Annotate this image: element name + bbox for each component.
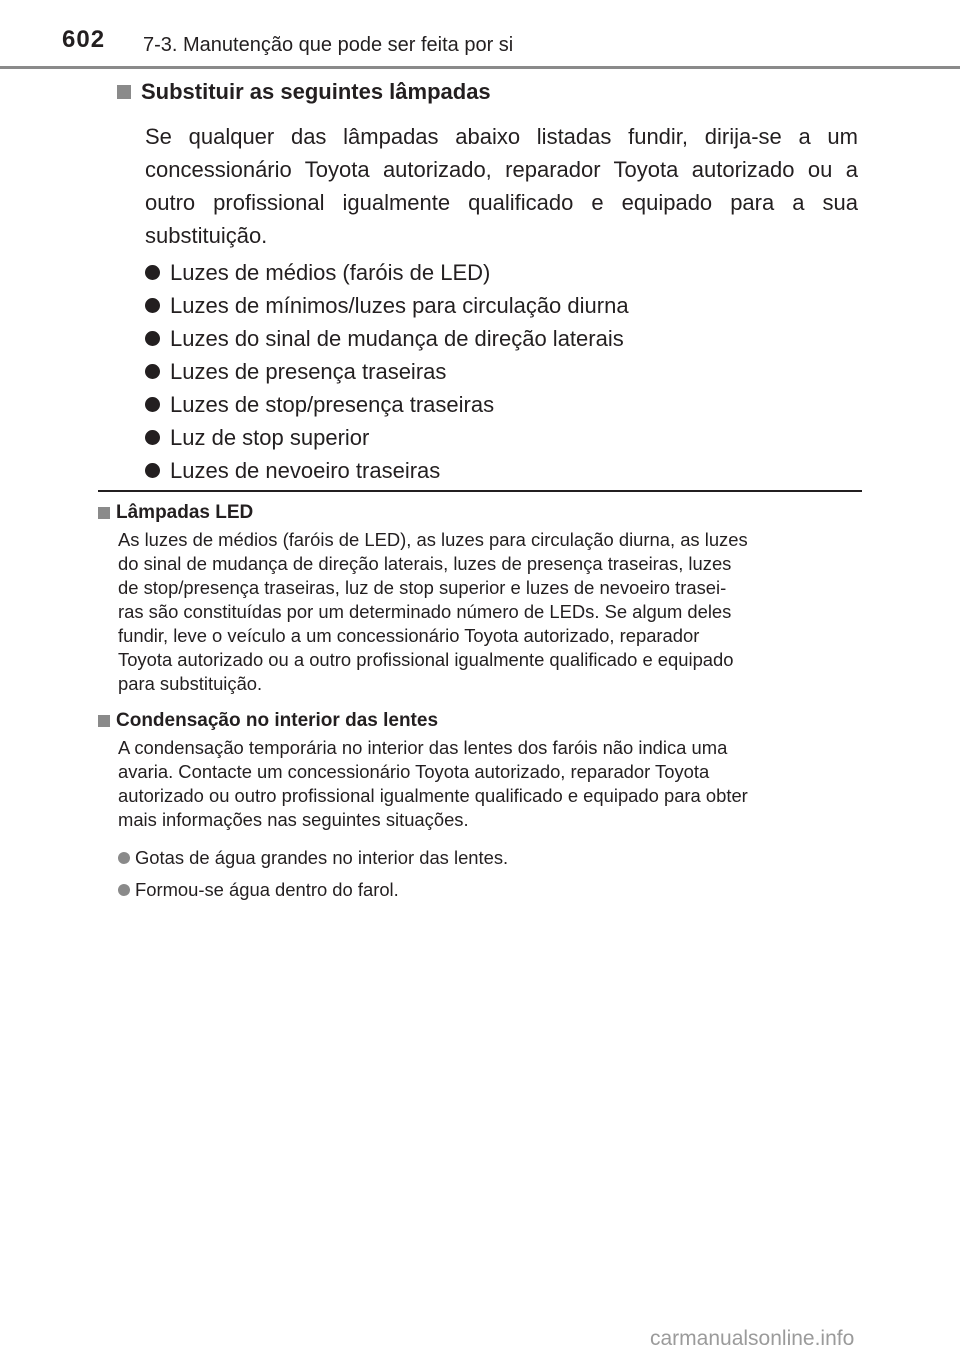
page-number: 602 (62, 26, 106, 53)
bullet-dot-icon (145, 298, 160, 313)
list-item-text: Gotas de água grandes no interior das lentes. (135, 847, 509, 868)
section-title: 7-3. Manutenção que pode ser feita por si (143, 34, 514, 56)
bullet-dot-icon (145, 463, 160, 478)
list-item (145, 454, 858, 487)
note-line: fundir, leve o veículo a um concessionário Toyota autorizado, reparador (118, 625, 700, 646)
bullet-dot-icon (118, 884, 130, 896)
note-line: ras são constituídas por um determinado número de LEDs. Se algum deles (118, 601, 732, 622)
paragraph-line: Se qualquer das lâmpadas abaixo listadas fundir, dirija-se a um (145, 124, 858, 149)
list-item-text: Luzes de presença traseiras (170, 359, 447, 384)
bullet-dot-icon (118, 852, 130, 864)
note-paragraph (118, 528, 858, 696)
square-bullet-icon (98, 507, 110, 519)
list-item (145, 355, 858, 388)
note-line: de stop/presença traseiras, luz de stop superior e luzes de nevoeiro trasei- (118, 577, 727, 598)
note-line: autorizado ou outro profissional igualmente qualificado e equipado para obter (118, 785, 748, 806)
bullet-dot-icon (145, 331, 160, 346)
list-item-text: Luzes de nevoeiro traseiras (170, 458, 441, 483)
note-line: avaria. Contacte um concessionário Toyota autorizado, reparador Toyota (118, 761, 710, 782)
note-line: A condensação temporária no interior das lentes dos faróis não indica uma (118, 737, 728, 758)
list-item (118, 842, 858, 874)
main-section (120, 76, 858, 487)
square-bullet-icon (98, 715, 110, 727)
paragraph-line: substituição. (145, 223, 268, 248)
note-heading (98, 500, 858, 526)
list-item (118, 874, 858, 906)
note-line: para substituição. (118, 673, 263, 694)
notes-section (98, 500, 858, 918)
paragraph-line: a outro profissional igualmente qualificado e equipado para a sua (145, 157, 858, 215)
list-item (145, 256, 858, 289)
list-item-text: Luzes de stop/presença traseiras (170, 392, 495, 417)
heading-text: Substituir as seguintes lâmpadas (141, 79, 491, 104)
situation-list (118, 842, 858, 906)
list-item-text: Luz de stop superior (170, 425, 370, 450)
note-line: mais informações nas seguintes situações. (118, 809, 469, 830)
watermark: carmanualsonline.info (650, 1327, 855, 1350)
note-title: Condensação no interior das lentes (116, 710, 439, 731)
bullet-dot-icon (145, 265, 160, 280)
square-bullet-icon (117, 85, 131, 99)
list-item (145, 388, 858, 421)
list-item (145, 322, 858, 355)
list-item-text: Luzes do sinal de mudança de direção laterais (170, 326, 624, 351)
paragraph-line: concessionário Toyota autorizado, reparador Toyota autorizado ou (145, 157, 833, 182)
note-led (98, 500, 858, 696)
section-heading (117, 76, 858, 108)
list-item-text: Luzes de médios (faróis de LED) (170, 260, 491, 285)
note-line: As luzes de médios (faróis de LED), as luzes para circulação diurna, as luzes (118, 529, 748, 550)
note-heading (98, 708, 858, 734)
note-condensation (98, 708, 858, 906)
section-divider (98, 490, 862, 492)
note-line: do sinal de mudança de direção laterais, luzes de presença traseiras, luzes (118, 553, 732, 574)
page-header (0, 0, 960, 68)
list-item-text: Luzes de mínimos/luzes para circulação diurna (170, 293, 629, 318)
lamp-list (145, 256, 858, 487)
bullet-dot-icon (145, 364, 160, 379)
bullet-dot-icon (145, 397, 160, 412)
list-item (145, 421, 858, 454)
header-divider (0, 66, 960, 69)
list-item (145, 289, 858, 322)
note-paragraph (118, 736, 858, 832)
bullet-dot-icon (145, 430, 160, 445)
list-item-text: Formou-se água dentro do farol. (135, 879, 399, 900)
intro-paragraph (145, 120, 858, 252)
note-title: Lâmpadas LED (116, 502, 254, 523)
note-line: Toyota autorizado ou a outro profissional igualmente qualificado e equipado (118, 649, 734, 670)
